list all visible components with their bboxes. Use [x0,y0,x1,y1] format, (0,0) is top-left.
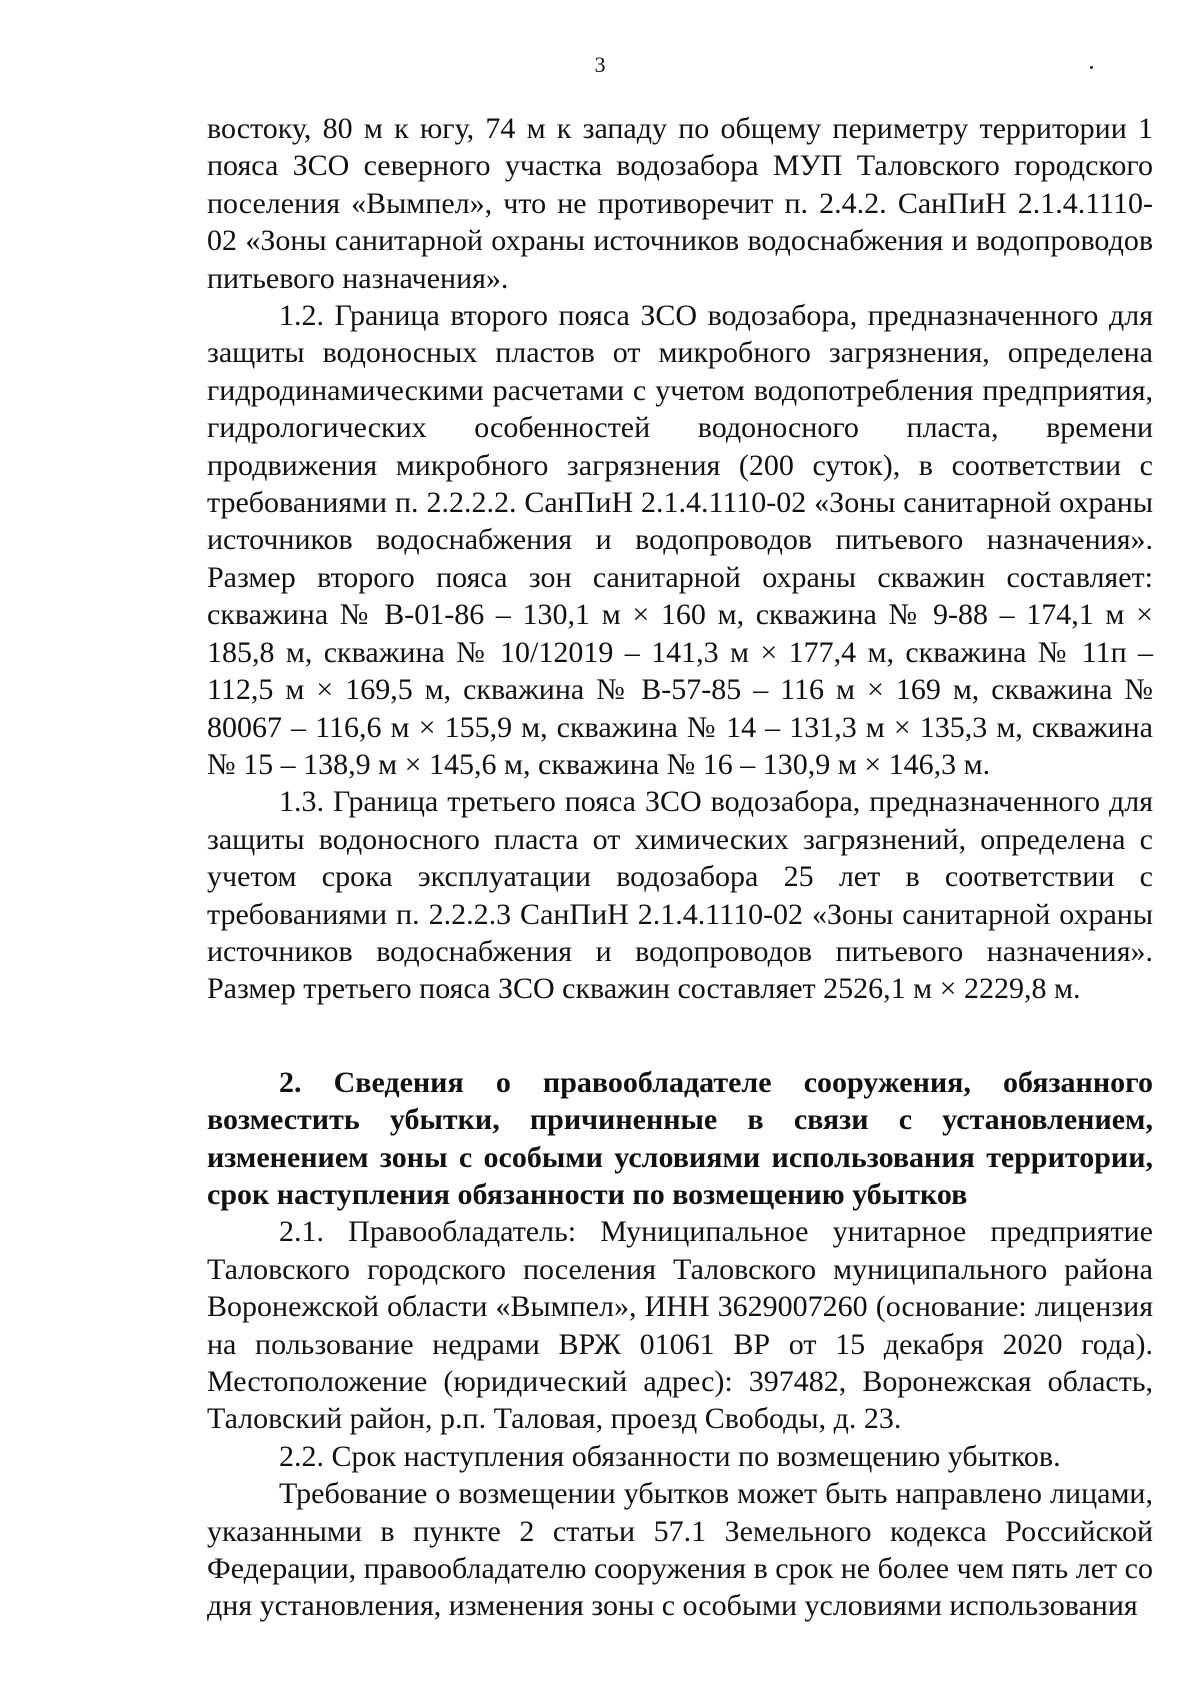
paragraph-2-2: 2.2. Срок наступления обязанности по возмещению убытков. [279,1439,1061,1473]
paragraph-continuation: востоку, 80 м к югу, 74 м к западу по общему периметру территории 1 пояса ЗСО северного участка водозабора МУП Таловского городского поселения «Вымпел», что не противоречит п. 2.4.2. СанПиН 2.1.4.1110-02 «Зоны санитарной охраны источников водоснабжения и водопроводов питьевого назначения». [207,112,1153,295]
paragraph-2-1: 2.1. Правообладатель: Муниципальное унитарное предприятие Таловского городского поселения Таловского муниципального района Воронежской области «Вымпел», ИНН 3629007260 (основание: лицензия на пользование недрами ВРЖ 01061 ВР от 15 декабря 2020 года). Местоположение (юридический адрес): 397482, Воронежская область, Таловский район, р.п. Таловая, проезд Свободы, д. 23. [207,1215,1153,1436]
page-number: 3 [594,52,606,77]
section-2-heading: 2. Сведения о правообладателе сооружения, обязанного возместить убытки, причиненные в связи с установлением, изменением зоны с особыми условиями использования территории, срок наступления обязанности по возмещению убытков [207,1065,1153,1211]
scan-artifact-dot [1090,66,1093,69]
document-body [207,110,1153,1625]
paragraph-1-3: 1.3. Граница третьего пояса ЗСО водозабора, предназначенного для защиты водоносного пласта от химических загрязнений, определена с учетом срока эксплуатации водозабора 25 лет в соответствии с требованиями п. 2.2.2.3 СанПиН 2.1.4.1110-02 «Зоны санитарной охраны источников водоснабжения и водопроводов питьевого назначения». Размер третьего пояса ЗСО скважин составляет 2526,1 м × 2229,8 м. [207,785,1153,1006]
paragraph-1-2: 1.2. Граница второго пояса ЗСО водозабора, предназначенного для защиты водоносных пластов от микробного загрязнения, определена гидродинамическими расчетами с учетом водопотребления предприятия, гидрологических особенностей водоносного пласта, времени продвижения микробного загрязнения (200 суток), в соответствии с требованиями п. 2.2.2.2. СанПиН 2.1.4.1110-02 «Зоны санитарной охраны источников водоснабжения и водопроводов питьевого назначения». Размер второго пояса зон санитарной охраны скважин составляет: скважина № В-01-86 – 130,1 м × 160 м, скважина № 9-88 – 174,1 м × 185,8 м, скважина № 10/12019 – 141,3 м × 177,4 м, скважина № 11п – 112,5 м × 169,5 м, скважина № В-57-85 – 116 м × 169 м, скважина № 80067 – 116,6 м × 155,9 м, скважина № 14 – 131,3 м × 135,3 м, скважина № 15 – 138,9 м × 145,6 м, скважина № 16 – 130,9 м × 146,3 м. [207,299,1153,781]
paragraph-requirement: Требование о возмещении убытков может быть направлено лицами, указанными в пункте 2 статьи 57.1 Земельного кодекса Российской Федерации, правообладателю сооружения в срок не более чем пять лет со дня установления, изменения зоны с особыми условиями использования [207,1477,1153,1623]
